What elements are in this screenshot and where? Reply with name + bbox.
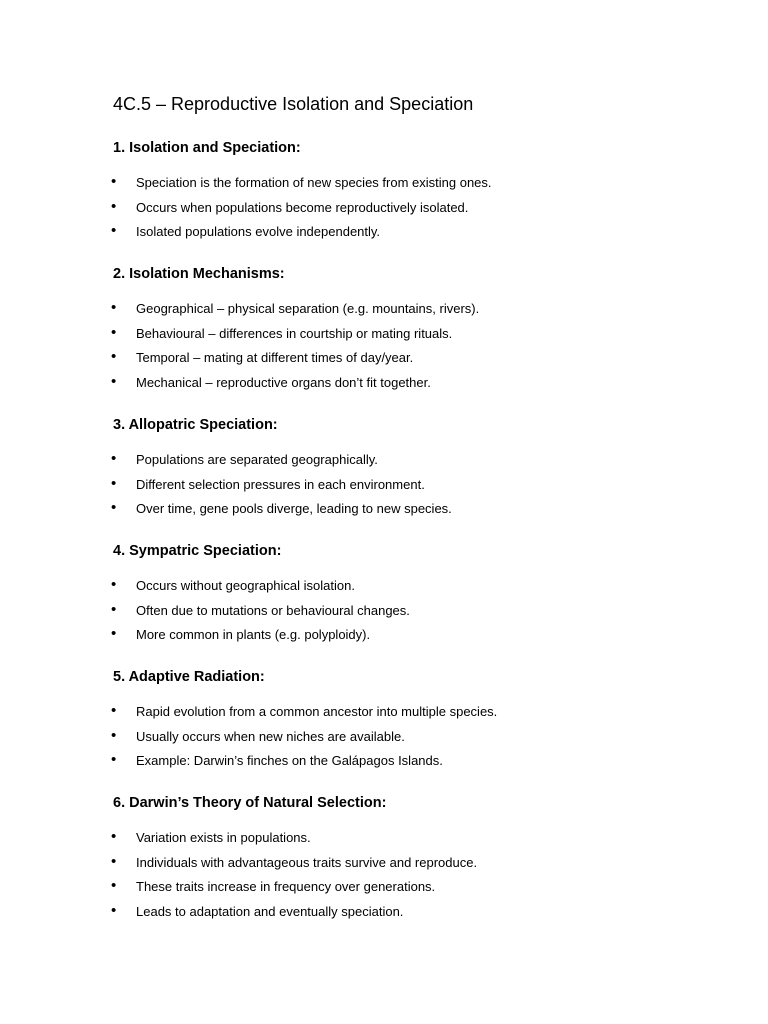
section-heading: 6. Darwin’s Theory of Natural Selection: bbox=[113, 795, 387, 811]
list-item bbox=[0, 473, 768, 498]
list-item-text: Occurs without geographical isolation. bbox=[136, 578, 355, 593]
list-item-text: These traits increase in frequency over generations. bbox=[136, 879, 436, 895]
list-item-text: Rapid evolution from a common ancestor into multiple species. bbox=[136, 704, 498, 719]
document-title: 4C.5 – Reproductive Isolation and Speciation bbox=[113, 94, 474, 114]
list-item-text: Often due to mutations or behavioural changes. bbox=[136, 602, 410, 618]
bullet-icon: • bbox=[111, 197, 117, 215]
bullet-icon: • bbox=[111, 600, 117, 618]
bullet-icon: • bbox=[111, 877, 117, 895]
list-item-text: Occurs when populations become reproductively isolated. bbox=[136, 199, 469, 215]
list-item bbox=[0, 623, 768, 648]
list-item-text: Populations are separated geographically. bbox=[136, 452, 378, 467]
bullet-icon: • bbox=[111, 625, 117, 643]
bullet-list bbox=[0, 700, 768, 774]
list-item-text: Isolated populations evolve independently. bbox=[136, 224, 381, 240]
bullet-icon: • bbox=[111, 576, 117, 593]
bullet-icon: • bbox=[111, 474, 117, 492]
bullet-list bbox=[0, 297, 768, 395]
list-item-text: Different selection pressures in each environment. bbox=[136, 476, 425, 492]
bullet-icon: • bbox=[111, 299, 117, 316]
list-item-text: Temporal – mating at different times of day/year. bbox=[136, 350, 414, 366]
list-item bbox=[0, 196, 768, 221]
list-item bbox=[0, 220, 768, 245]
bullet-icon: • bbox=[111, 726, 117, 744]
bullet-list bbox=[0, 826, 768, 924]
list-item bbox=[0, 700, 768, 725]
bullet-icon: • bbox=[111, 372, 117, 390]
section-heading: 1. Isolation and Speciation: bbox=[113, 140, 301, 156]
list-item-text: Mechanical – reproductive organs don’t fit together. bbox=[136, 374, 431, 390]
bullet-icon: • bbox=[111, 222, 117, 240]
list-item-text: More common in plants (e.g. polyploidy). bbox=[136, 627, 371, 643]
list-item-text: Behavioural – differences in courtship or mating rituals. bbox=[136, 325, 453, 341]
list-item-text: Leads to adaptation and eventually speciation. bbox=[136, 903, 404, 919]
bullet-icon: • bbox=[111, 751, 117, 769]
section-heading: 5. Adaptive Radiation: bbox=[113, 669, 265, 685]
list-item-text: Individuals with advantageous traits survive and reproduce. bbox=[136, 854, 478, 870]
bullet-list bbox=[0, 171, 768, 245]
list-item bbox=[0, 749, 768, 774]
section-heading: 2. Isolation Mechanisms: bbox=[113, 266, 285, 282]
list-item bbox=[0, 346, 768, 371]
bullet-icon: • bbox=[111, 702, 117, 719]
bullet-list bbox=[0, 448, 768, 522]
list-item-text: Usually occurs when new niches are available. bbox=[136, 728, 405, 744]
list-item bbox=[0, 297, 768, 322]
list-item-text: Speciation is the formation of new species from existing ones. bbox=[136, 175, 492, 190]
bullet-list bbox=[0, 574, 768, 648]
list-item bbox=[0, 448, 768, 473]
list-item bbox=[0, 851, 768, 876]
list-item bbox=[0, 875, 768, 900]
list-item-text: Over time, gene pools diverge, leading to new species. bbox=[136, 501, 452, 517]
list-item bbox=[0, 900, 768, 925]
list-item-text: Example: Darwin’s finches on the Galápagos Islands. bbox=[136, 753, 443, 769]
list-item bbox=[0, 371, 768, 396]
list-item bbox=[0, 322, 768, 347]
list-item bbox=[0, 574, 768, 599]
section-heading: 4. Sympatric Speciation: bbox=[113, 543, 282, 559]
bullet-icon: • bbox=[111, 852, 117, 870]
bullet-icon: • bbox=[111, 901, 117, 919]
bullet-icon: • bbox=[111, 348, 117, 366]
list-item bbox=[0, 826, 768, 851]
list-item bbox=[0, 725, 768, 750]
bullet-icon: • bbox=[111, 828, 117, 845]
section-heading: 3. Allopatric Speciation: bbox=[113, 417, 278, 433]
bullet-icon: • bbox=[111, 323, 117, 341]
list-item bbox=[0, 171, 768, 196]
list-item bbox=[0, 497, 768, 522]
list-item-text: Geographical – physical separation (e.g. mountains, rivers). bbox=[136, 301, 480, 316]
list-item bbox=[0, 599, 768, 624]
list-item-text: Variation exists in populations. bbox=[136, 830, 311, 845]
bullet-icon: • bbox=[111, 173, 117, 190]
bullet-icon: • bbox=[111, 450, 117, 467]
bullet-icon: • bbox=[111, 499, 117, 517]
